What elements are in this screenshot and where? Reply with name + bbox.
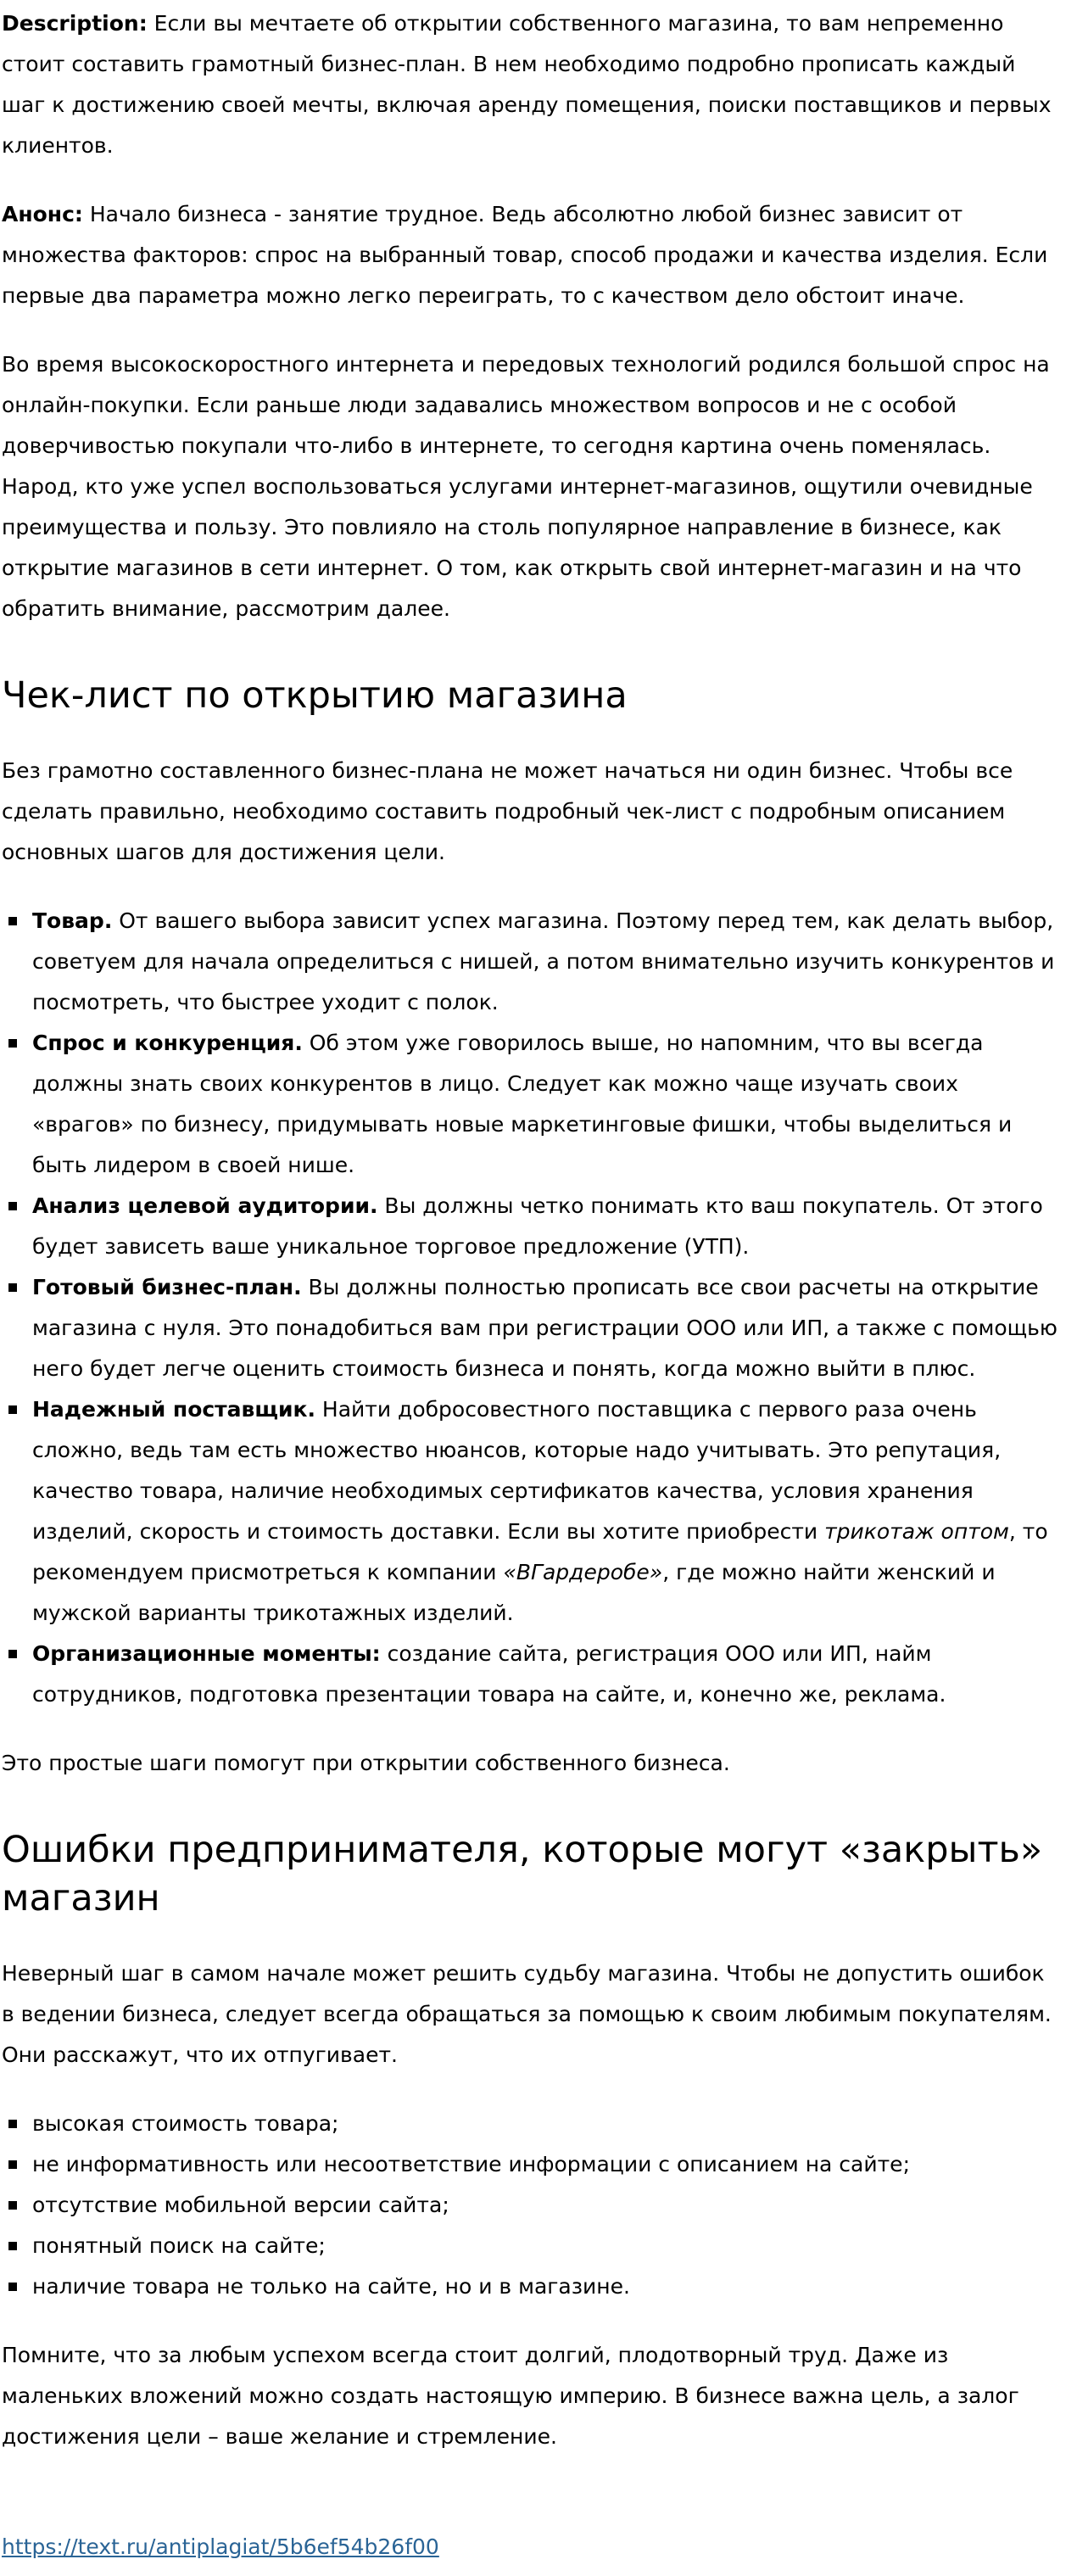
bold-text-run: Организационные моменты: (32, 1641, 381, 1666)
section-heading: Ошибки предпринимателя, которые могут «закрыть» магазин (2, 1829, 1043, 1919)
text-run: Найти добросовестного поставщика с первого раза очень сложно, ведь там есть множество нюансов, которые надо учитывать. Это репутация, качество товара, наличие необходимых сертификатов качества, условия хранения изделий, скорость и стоимость доставки. Если вы хотите приобрести (32, 1397, 1002, 1544)
antiplagiat-link[interactable]: https://text.ru/antiplagiat/5b6ef54b26f00 (2, 2534, 439, 2559)
bullet-list (2, 2104, 1060, 2307)
text-run: , где можно найти женский и мужской варианты трикотажных изделий. (32, 1560, 996, 1625)
list-item (2, 1186, 1060, 1267)
paragraph (2, 1743, 1060, 1784)
link-paragraph (2, 2527, 1060, 2568)
text-run: отсутствие мобильной версии сайта; (32, 2193, 449, 2217)
paragraph (2, 3, 1060, 166)
paragraph (2, 2335, 1060, 2457)
bold-text-run: Description: (2, 11, 148, 36)
text-run: понятный поиск на сайте; (32, 2233, 326, 2258)
text-run: Неверный шаг в самом начале может решить судьбу магазина. Чтобы не допустить ошибок в ведении бизнеса, следует всегда обращаться за помощью к своим любимым покупателям. Они расскажут, что их отпугивает. (2, 1961, 1052, 2067)
list-item (2, 1634, 1060, 1715)
text-run: Об этом уже говорилось выше, но напомним, что вы всегда должны знать своих конкурентов в лицо. Следует как можно чаще изучать своих «врагов» по бизнесу, придумывать новые маркетинговые фишки, чтобы выделиться и быть лидером в своей нише. (32, 1031, 1013, 1177)
paragraph (2, 751, 1060, 873)
list-item (2, 1267, 1060, 1389)
list-item (2, 2185, 1060, 2226)
italic-text-run: «ВГардеробе» (503, 1560, 663, 1584)
paragraph (2, 344, 1060, 629)
text-run: Помните, что за любым успехом всегда стоит долгий, плодотворный труд. Даже из маленьких вложений можно создать настоящую империю. В бизнесе важна цель, а залог достижения цели – ваше желание и стремление. (2, 2343, 1019, 2449)
list-item (2, 1389, 1060, 1634)
bold-text-run: Товар. (32, 908, 113, 933)
bold-text-run: Спрос и конкуренция. (32, 1031, 303, 1055)
list-item (2, 901, 1060, 1023)
text-run: не информативность или несоответствие информации с описанием на сайте; (32, 2152, 910, 2176)
text-run: Вы должны полностью прописать все свои расчеты на открытие магазина с нуля. Это понадобиться вам при регистрации ООО или ИП, а также с помощью него будет легче оценить стоимость бизнеса и понять, когда можно выйти в плюс. (32, 1275, 1057, 1381)
text-run: Во время высокоскоростного интернета и передовых технологий родился большой спрос на онлайн-покупки. Если раньше люди задавались множеством вопросов и не с особой доверчивостью покупали что-либо в интернете, то сегодня картина очень поменялась. Народ, кто уже успел воспользоваться услугами интернет-магазинов, ощутили очевидные преимущества и пользу. Это повлияло на столь популярное направление в бизнесе, как открытие магазинов в сети интернет. О том, как открыть свой интернет-магазин и на что обратить внимание, рассмотрим далее. (2, 352, 1050, 621)
text-run: высокая стоимость товара; (32, 2111, 339, 2136)
text-run: Вы должны четко понимать кто ваш покупатель. От этого будет зависеть ваше уникальное торговое предложение (УТП). (32, 1193, 1043, 1259)
paragraph (2, 1953, 1060, 2076)
text-run: Без грамотно составленного бизнес-плана не может начаться ни один бизнес. Чтобы все сделать правильно, необходимо составить подробный чек-лист с подробным описанием основных шагов для достижения цели. (2, 758, 1013, 864)
text-run: Если вы мечтаете об открытии собственного магазина, то вам непременно стоит составить грамотный бизнес-план. В нем необходимо подробно прописать каждый шаг к достижению своей мечты, включая аренду помещения, поиски поставщиков и первых клиентов. (2, 11, 1052, 158)
text-run: Это простые шаги помогут при открытии собственного бизнеса. (2, 1751, 730, 1775)
text-run: От вашего выбора зависит успех магазина. Поэтому перед тем, как делать выбор, советуем для начала определиться с нишей, а потом внимательно изучить конкурентов и посмотреть, что быстрее уходит с полок. (32, 908, 1055, 1014)
bold-text-run: Анонс: (2, 202, 83, 226)
bold-text-run: Готовый бизнес-план. (32, 1275, 302, 1299)
bold-text-run: Надежный поставщик. (32, 1397, 315, 1422)
text-run: Начало бизнеса - занятие трудное. Ведь абсолютно любой бизнес зависит от множества факторов: спрос на выбранный товар, способ продажи и качества изделия. Если первые два параметра можно легко переиграть, то с качеством дело обстоит иначе. (2, 202, 1048, 308)
section-heading: Чек-лист по открытию магазина (2, 674, 628, 717)
text-run: наличие товара не только на сайте, но и в магазине. (32, 2274, 630, 2299)
bold-text-run: Анализ целевой аудитории. (32, 1193, 378, 1218)
list-item (2, 2226, 1060, 2266)
text-run: , то рекомендуем присмотреться к компании (32, 1519, 1048, 1584)
list-item (2, 2144, 1060, 2185)
italic-text-run: трикотаж оптом (824, 1519, 1009, 1544)
paragraph (2, 194, 1060, 316)
bullet-list (2, 901, 1060, 1715)
list-item (2, 1023, 1060, 1186)
list-item (2, 2266, 1060, 2307)
text-run: создание сайта, регистрация ООО или ИП, найм сотрудников, подготовка презентации товара на сайте, и, конечно же, реклама. (32, 1641, 946, 1707)
list-item (2, 2104, 1060, 2144)
